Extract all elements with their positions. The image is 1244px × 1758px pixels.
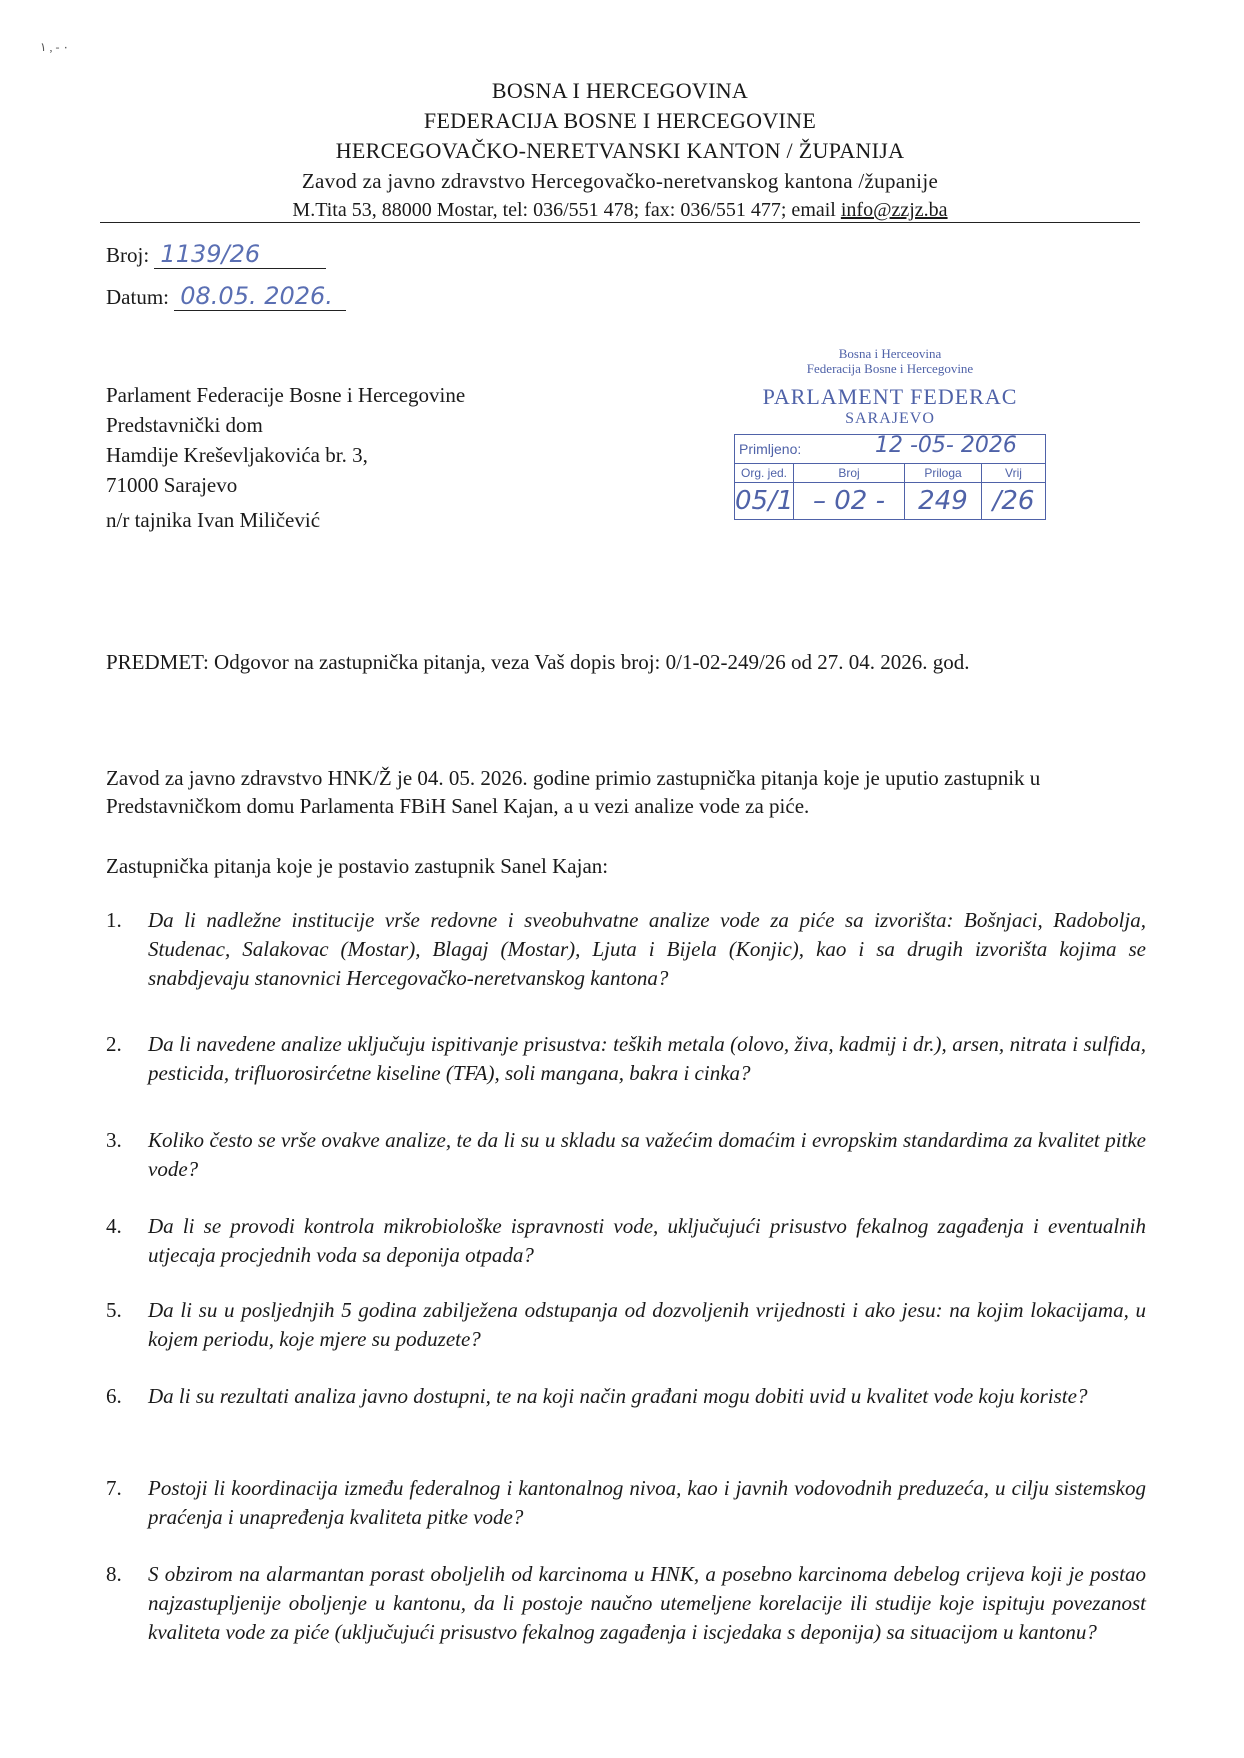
question-item (106, 1474, 1146, 1532)
stamp-col-broj: Broj (794, 464, 904, 483)
contact-text: M.Tita 53, 88000 Mostar, tel: 036/551 478; fax: 036/551 477; email (292, 199, 841, 221)
recipient-line-3: Hamdije Kreševljakovića br. 3, (106, 443, 368, 467)
question-text: Koliko često se vrše ovakve analize, te da li su u skladu sa važećim domaćim i evropskim standardima za kvalitet pitke vode? (148, 1128, 1146, 1181)
subject-line: PREDMET: Odgovor na zastupnička pitanja, veza Vaš dopis broj: 0/1-02-249/26 od 27. 04. 2026. god. (106, 650, 970, 674)
stamp-received-value: 12 -05- 2026 (875, 433, 1017, 458)
datum-value: 08.05. 2026. (174, 282, 346, 311)
question-text: Da li su u posljednjih 5 godina zabilježena odstupanja od dozvoljenih vrijednosti i ako jesu: na kojim lokacijama, u kojem periodu, koje mjere su poduzete? (148, 1298, 1146, 1351)
question-item (106, 1126, 1146, 1184)
recipient-line-1: Parlament Federacije Bosne i Hercegovine (106, 383, 466, 407)
stamp-val-broj: – 02 - (813, 486, 885, 516)
recipient-address (106, 380, 465, 500)
question-number: 8. (106, 1562, 122, 1586)
datum-label: Datum: (106, 285, 169, 309)
stamp-title: PARLAMENT FEDERAC (762, 384, 1018, 409)
question-number: 6. (106, 1384, 122, 1408)
recipient-line-4: 71000 Sarajevo (106, 473, 238, 497)
stamp-box (734, 434, 1046, 520)
question-text: Da li su rezultati analiza javno dostupni, te na koji način građani mogu dobiti uvid u kvalitet vode koju koriste? (148, 1384, 1088, 1408)
broj-label: Broj: (106, 243, 150, 267)
question-item (106, 1030, 1146, 1088)
reference-number (106, 240, 326, 269)
stamp-line-1: Bosna i Herceovina (838, 346, 942, 361)
question-number: 5. (106, 1298, 122, 1322)
header-divider (100, 222, 1140, 223)
question-text: Da li nadležne institucije vrše redovne i sveobuhvatne analize vode za piće sa izvorišta: Bošnjaci, Radobolja, Studenac, Salakovac (Mostar), Blagaj (Mostar), Ljuta i Bijela (Konjic), kao i sa drugih izvorišta kojima se snabdjevaju stanovnici Hercegovačko-neretvanskog kantona? (148, 908, 1146, 990)
question-item (106, 1560, 1146, 1647)
stamp-val-org: 05/1 (735, 486, 794, 516)
question-number: 7. (106, 1476, 122, 1500)
question-number: 3. (106, 1128, 122, 1152)
stamp-cell-priloga (905, 464, 982, 519)
letterhead (100, 76, 1140, 224)
recipient-line-2: Predstavnički dom (106, 413, 263, 437)
email-link[interactable]: info@zzjz.ba (840, 199, 948, 221)
received-stamp (734, 346, 1046, 520)
stamp-line-2: Federacija Bosne i Hercegovine (806, 361, 974, 376)
question-text: Da li se provodi kontrola mikrobiološke ispravnosti vode, uključujući prisustvo fekalnog zagađenja i eventualnih utjecaja procjednih voda sa deponija otpada? (148, 1214, 1146, 1267)
stamp-cell-vrij (982, 464, 1045, 519)
question-text: S obzirom na alarmantan porast oboljelih od karcinoma u HNK, a posebno karcinoma debelog crijeva koji je postao najzastupljenije oboljenje u kantonu, da li postoje naučno utemeljene korelacije ili studije koje ispituju povezanost kvaliteta vode za piće (uključujući prisustvo fekalnog zagađenja i iscjedaka s deponija) sa situacijom u kantonu? (148, 1562, 1146, 1644)
question-number: 4. (106, 1214, 122, 1238)
questions-heading: Zastupnička pitanja koje je postavio zastupnik Sanel Kajan: (106, 854, 609, 878)
question-number: 1. (106, 908, 122, 932)
question-item (106, 1296, 1146, 1354)
question-item (106, 1382, 1146, 1411)
stamp-city: SARAJEVO (845, 410, 935, 427)
stamp-cell-broj (794, 464, 905, 519)
stamp-received-label: Primljeno: (739, 441, 802, 457)
document-date (106, 282, 346, 311)
header-line-institute: Zavod za javno zdravstvo Hercegovačko-neretvanskog kantona /županije (301, 169, 939, 193)
question-item (106, 1212, 1146, 1270)
stamp-val-priloga: 249 (918, 486, 968, 516)
header-line-canton: HERCEGOVAČKO-NERETVANSKI KANTON / ŽUPANIJA (335, 138, 905, 163)
stamp-val-vrij: /26 (992, 486, 1035, 516)
scan-mark: ٠ - , ١ (40, 40, 69, 54)
header-contact (100, 196, 1140, 224)
stamp-received-row (735, 435, 1045, 464)
stamp-col-priloga: Priloga (905, 464, 981, 483)
header-line-country: BOSNA I HERCEGOVINA (491, 78, 749, 103)
stamp-grid (735, 464, 1045, 519)
stamp-col-vrij: Vrij (982, 464, 1045, 483)
header-line-federation: FEDERACIJA BOSNE I HERCEGOVINE (423, 108, 817, 133)
question-text: Postoji li koordinacija između federalnog i kantonalnog nivoa, kao i javnih vodovodnih preduzeća, u cilju sistemskog praćenja i unapređenja kvaliteta pitke vode? (148, 1476, 1146, 1529)
question-number: 2. (106, 1032, 122, 1056)
stamp-cell-org (735, 464, 794, 519)
question-item (106, 906, 1146, 993)
stamp-col-org: Org. jed. (735, 464, 793, 483)
intro-paragraph: Zavod za javno zdravstvo HNK/Ž je 04. 05. 2026. godine primio zastupnička pitanja koje je uputio zastupnik u Predstavničkom domu Parlamenta FBiH Sanel Kajan, a u vezi analize vode za piće. (106, 766, 1041, 818)
broj-value: 1139/26 (154, 240, 326, 269)
recipient-attention: n/r tajnika Ivan Miličević (106, 508, 321, 532)
question-text: Da li navedene analize uključuju ispitivanje prisustva: teških metala (olovo, živa, kadmij i dr.), arsen, nitrata i sulfida, pesticida, trifluorosirćetne kiseline (TFA), soli mangana, bakra i cinka? (148, 1032, 1146, 1085)
